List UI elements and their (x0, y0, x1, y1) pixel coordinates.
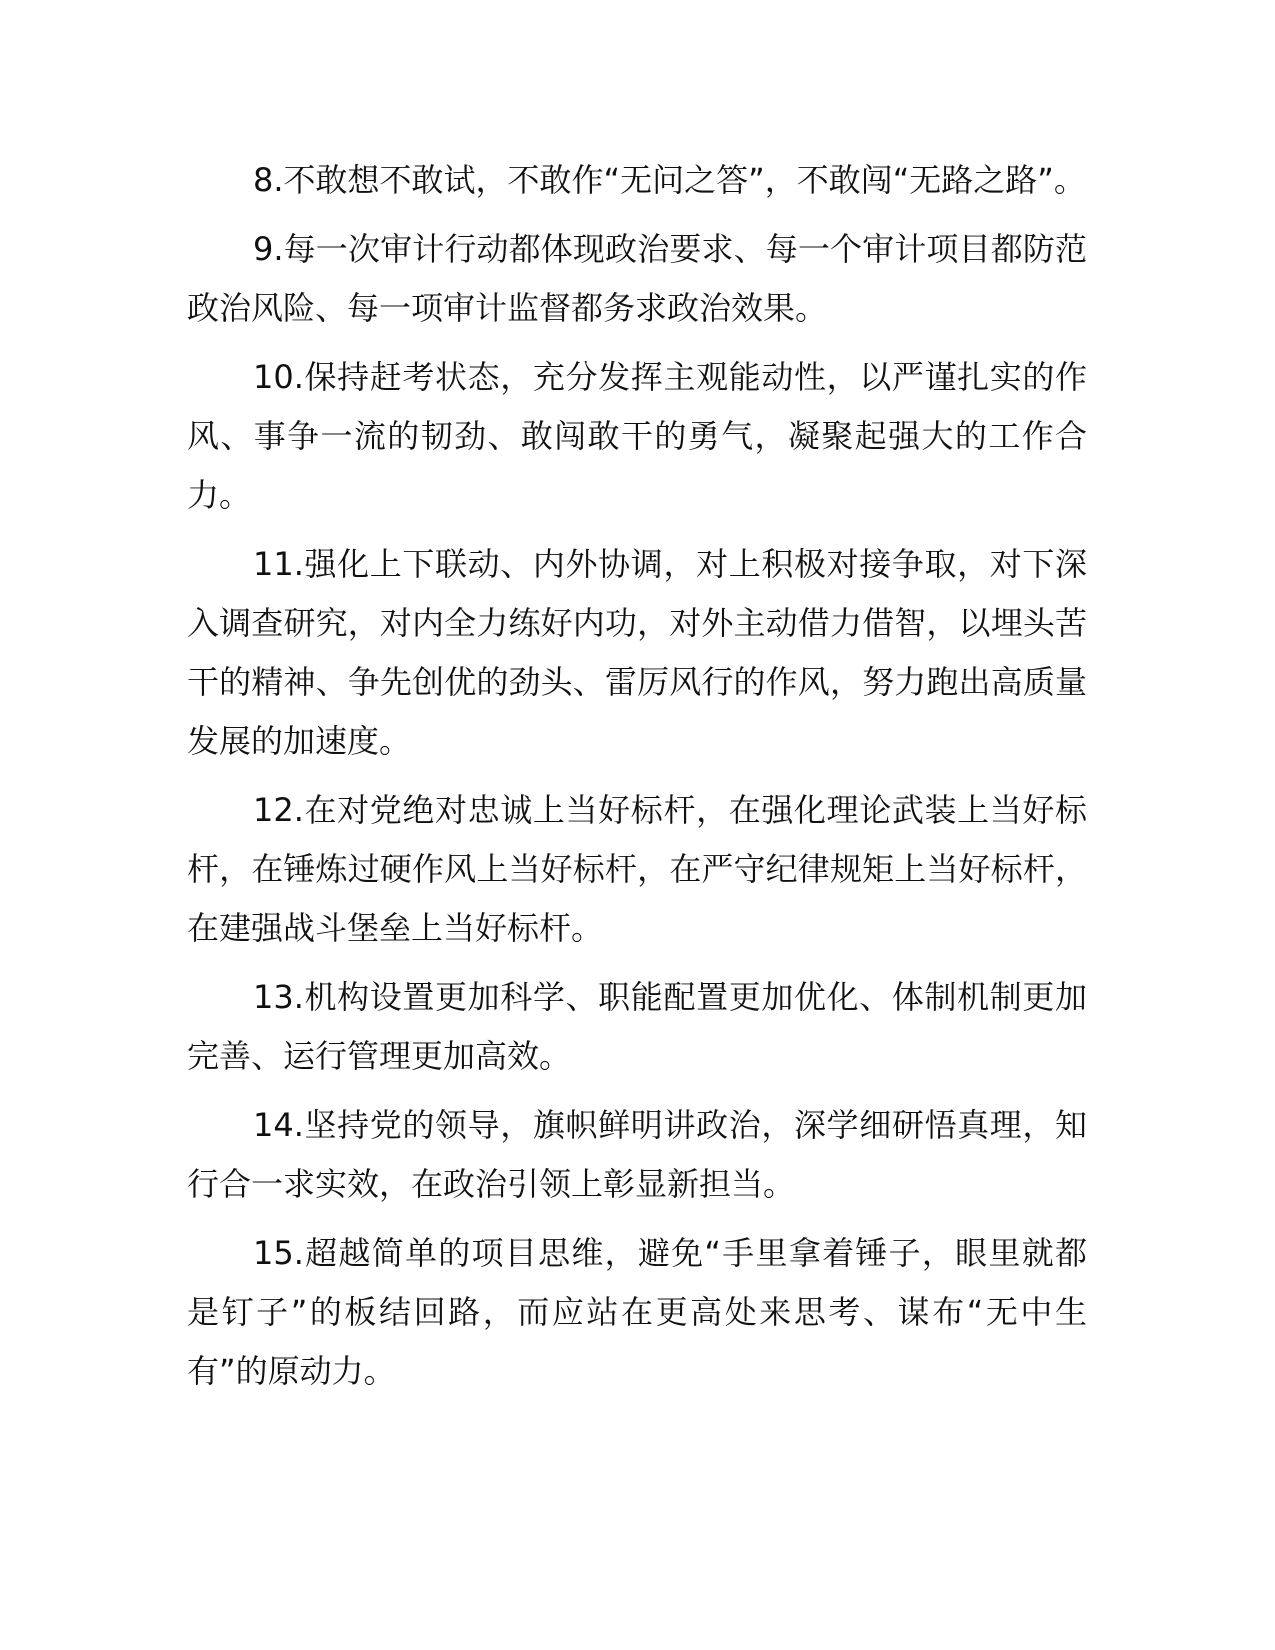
paragraph-10: 10.保持赶考状态，充分发挥主观能动性，以严谨扎实的作风、事争一流的韧劲、敢闯敢干的勇气，凝聚起强大的工作合力。 (187, 358, 1087, 514)
paragraph-9: 9.每一次审计行动都体现政治要求、每一个审计项目都防范政治风险、每一项审计监督都务求政治效果。 (187, 230, 1087, 327)
paragraph-8: 8.不敢想不敢试，不敢作“无问之答”，不敢闯“无路之路”。 (253, 161, 1086, 199)
document-body (187, 151, 1087, 1411)
paragraph-13: 13.机构设置更加科学、职能配置更加优化、体制机制更加完善、运行管理更加高效。 (187, 978, 1087, 1075)
paragraph-15: 15.超越简单的项目思维，避免“手里拿着锤子，眼里就都是钉子”的板结回路，而应站在更高处来思考、谋布“无中生有”的原动力。 (187, 1234, 1087, 1390)
paragraph-12: 12.在对党绝对忠诚上当好标杆，在强化理论武装上当好标杆，在锤炼过硬作风上当好标杆，在严守纪律规矩上当好标杆，在建强战斗堡垒上当好标杆。 (187, 791, 1087, 947)
paragraph-14: 14.坚持党的领导，旗帜鲜明讲政治，深学细研悟真理，知行合一求实效，在政治引领上彰显新担当。 (187, 1106, 1087, 1203)
paragraph-11: 11.强化上下联动、内外协调，对上积极对接争取，对下深入调查研究，对内全力练好内功，对外主动借力借智，以埋头苦干的精神、争先创优的劲头、雷厉风行的作风，努力跑出高质量发展的加速度。 (187, 545, 1087, 760)
